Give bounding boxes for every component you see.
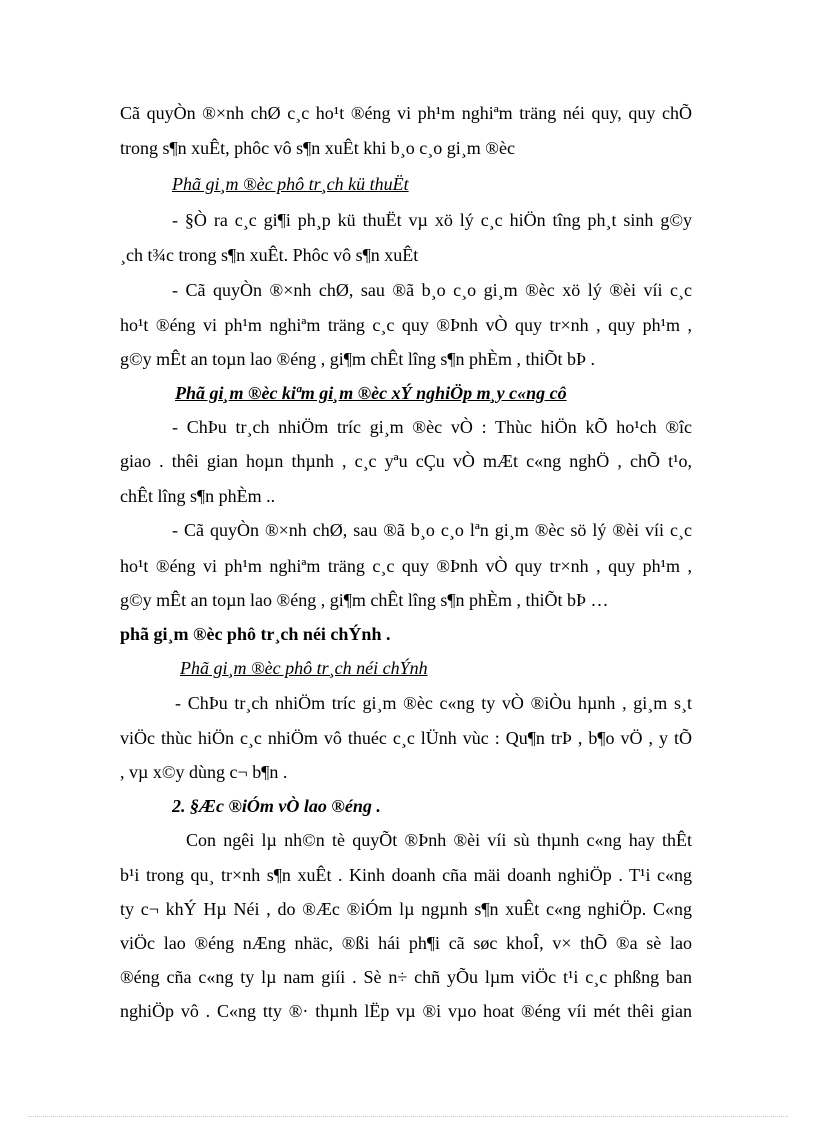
body-line-11: giao . thêi gian hoµn thµnh , c¸c yªu cÇu vÒ mÆt c«ng nghÖ , chÕ t¹o, (120, 451, 692, 471)
section-heading-factory-director (175, 382, 692, 404)
section-heading-internal-affairs (180, 657, 692, 679)
body-line-26: ®éng cña c«ng ty lµ nam giíi . Sè n÷ chñ yÕu lµm viÖc t¹i c¸c phßng ban (120, 967, 692, 987)
body-line-19: viÖc thùc hiÖn c¸c nhiÖm vô thuéc c¸c lÜnh vùc : Qu¶n trÞ , b¶o vÖ , y tÕ (120, 728, 692, 748)
body-line-5: ¸ch t¾c trong s¶n xuÊt. Phôc vô s¶n xuÊt (120, 245, 419, 265)
bold-heading-internal-affairs: phã gi¸m ®èc phô tr¸ch néi chÝnh . (120, 624, 391, 644)
section-heading-text: Phã gi¸m ®èc phô tr¸ch néi chÝnh (180, 658, 428, 678)
body-line-8: g©y mÊt an toµn lao ®éng , gi¶m chÊt lîng s¶n phÈm , thiÕt bÞ . (120, 349, 596, 369)
section-heading-labor: 2. §Æc ®iÓm vÒ lao ®éng . (172, 796, 381, 816)
body-line-18: - ChÞu tr¸ch nhiÖm tríc gi¸m ®èc c«ng ty vÒ ®iÒu hµnh , gi¸m s¸t (175, 693, 692, 713)
body-line-15: g©y mÊt an toµn lao ®éng , gi¶m chÊt lîng s¶n phÈm , thiÕt bÞ … (120, 590, 609, 610)
body-line-27: nghiÖp vô . C«ng tty ®· thµnh lËp vµ ®i vµo hoat ®éng víi mét thêi gian (120, 1001, 692, 1021)
body-line-4: - §Ò ra c¸c gi¶i ph¸p kü thuËt vµ xö lý c¸c hiÖn tîng ph¸t sinh g©y (172, 210, 692, 230)
page-bottom-divider (28, 1116, 788, 1117)
body-line-13: - Cã quyÒn ®×nh chØ, sau ®ã b¸o c¸o lªn gi¸m ®èc sö lý ®èi víi c¸c (172, 520, 692, 540)
body-line-6: - Cã quyÒn ®×nh chØ, sau ®ã b¸o c¸o gi¸m ®èc xö lý ®èi víi c¸c (172, 280, 692, 300)
section-heading-text: Phã gi¸m ®èc phô tr¸ch kü thuËt (172, 174, 409, 194)
section-heading-text: Phã gi¸m ®èc kiªm gi¸m ®èc xÝ nghiÖp m¸y c«ng cô (175, 383, 567, 403)
body-line-20: , vµ x©y dùng c¬ b¶n . (120, 762, 288, 782)
body-line-7: ho¹t ®éng vi ph¹m nghiªm träng c¸c quy ®Þnh vÒ quy tr×nh , quy ph¹m , (120, 315, 692, 335)
section-heading-technical-deputy (172, 173, 692, 195)
body-line-14: ho¹t ®éng vi ph¹m nghiªm träng c¸c quy ®Þnh vÒ quy tr×nh , quy ph¹m , (120, 556, 692, 576)
body-line-2: trong s¶n xuÊt, phôc vô s¶n xuÊt khi b¸o c¸o gi¸m ®èc (120, 138, 515, 158)
body-line-12: chÊt lîng s¶n phÈm .. (120, 486, 276, 506)
body-line-25: viÖc lao ®éng nÆng nhäc, ®ßi hái ph¶i cã søc khoÎ, v× thÕ ®a sè lao (120, 933, 692, 953)
body-line-23: b¹i trong qu¸ tr×nh s¶n xuÊt . Kinh doanh cña mäi doanh nghiÖp . T¹i c«ng (120, 865, 692, 885)
body-line-22: Con ngêi lµ nh©n tè quyÕt ®Þnh ®èi víi sù thµnh c«ng hay thÊt (186, 830, 692, 850)
body-line-24: ty c¬ khÝ Hµ Néi , do ®Æc ®iÓm lµ ngµnh s¶n xuÊt c«ng nghiÖp. C«ng (120, 899, 692, 919)
body-line-1: Cã quyÒn ®×nh chØ c¸c ho¹t ®éng vi ph¹m nghiªm träng néi quy, quy chÕ (120, 103, 692, 123)
body-line-10: - ChÞu tr¸ch nhiÖm tríc gi¸m ®èc vÒ : Thùc hiÖn kÕ ho¹ch ®îc (172, 417, 692, 437)
